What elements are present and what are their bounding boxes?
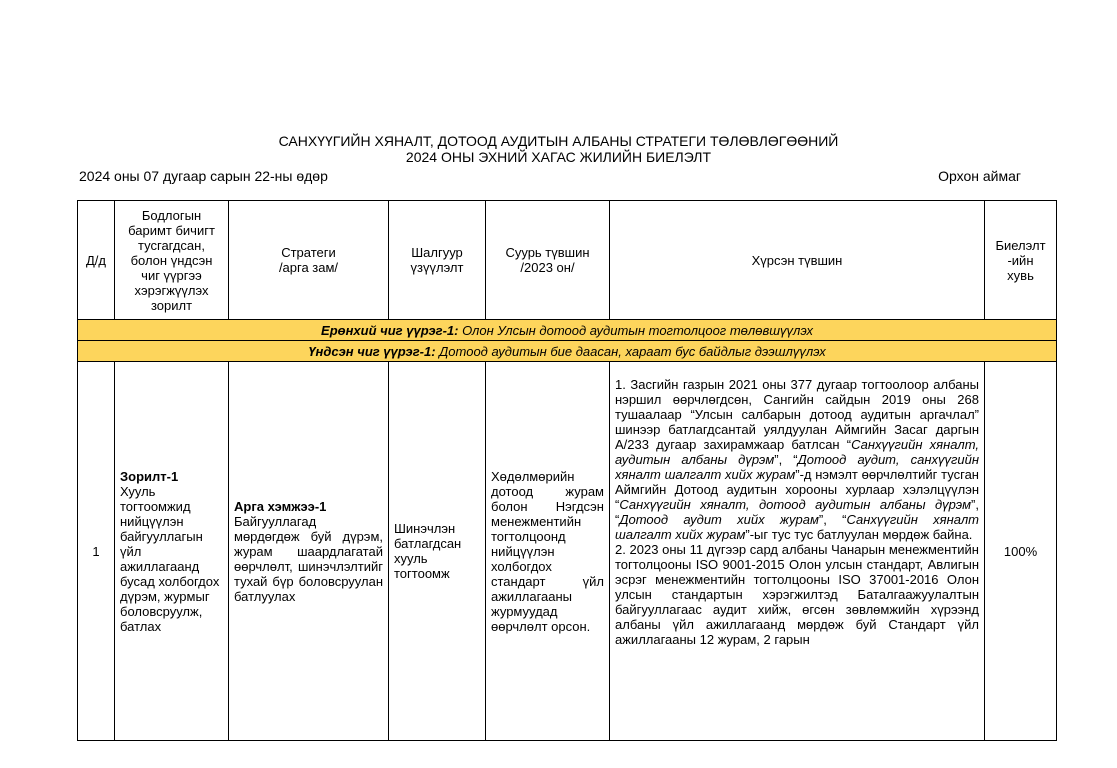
percent-cell: 100% xyxy=(985,362,1057,741)
achieved-p1-italic-1: Санхүүгийн хяналт, аудитын албаны дүрэм xyxy=(615,437,979,467)
strategy-text: Байгууллагад мөрдөгдөж буй дүрэм, журам шаардлагатай өөрчлөлт, шинэчлэлтийг тухай бүр боловсруулан батлуулах xyxy=(234,513,383,604)
strategy-title: Арга хэмжээ-1 xyxy=(234,498,327,514)
achieved-p1-text-b: ”, “ xyxy=(774,452,798,467)
header-baseline xyxy=(486,201,610,320)
main-function-label: Үндсэн чиг үүрэг-1: xyxy=(308,343,436,359)
main-function-text: Дотоод аудитын бие даасан, хараат бус байдлыг дээшлүүлэх xyxy=(435,343,826,359)
achieved-p1-text-d: ”, “ xyxy=(615,497,979,527)
header-percent-line1: Биелэлт xyxy=(995,237,1046,253)
general-function-label: Ерөнхий чиг үүрэг-1: xyxy=(321,322,459,338)
row-number: 1 xyxy=(78,362,115,741)
indicator-cell: Шинэчлэн батлагдсан хууль тогтоомж xyxy=(389,362,486,741)
achieved-text xyxy=(615,377,979,738)
main-function-band xyxy=(78,341,1057,362)
header-indicator-line2: үзүүлэлт xyxy=(410,260,464,275)
general-function-row xyxy=(78,320,1057,341)
achieved-p1-italic-5: Санхүүгийн хяналт шалгалт хийх журам xyxy=(615,512,979,542)
achieved-p1-text-e: ”, “ xyxy=(818,512,847,527)
achieved-p1-text-c: ”-д нэмэлт өөрчлөлтийг тусган Аймгийн Дотоод аудитын хорооны хурлаар хэлэлцүүлэн “ xyxy=(615,467,979,512)
strategy-plan-table xyxy=(77,200,1057,741)
achieved-p1-italic-4: Дотоод аудит хийх журам xyxy=(619,512,819,527)
header-baseline-line2: /2023 он/ xyxy=(520,260,575,275)
header-baseline-line1: Суурь түвшин xyxy=(505,245,590,260)
header-percent-line3: хувь xyxy=(1007,267,1034,283)
title-line-2: 2024 ОНЫ ЭХНИЙ ХАГАС ЖИЛИЙН БИЕЛЭЛТ xyxy=(405,149,712,165)
achieved-paragraph-1 xyxy=(615,377,979,542)
header-row xyxy=(78,201,1057,320)
header-strategy xyxy=(229,201,389,320)
header-goal: Бодлогын баримт бичигт тусгагдсан, болон үндсэн чиг үүргээ хэрэгжүүлэх зорилт xyxy=(115,201,229,320)
baseline-cell: Хөдөлмөрийн дотоод журам болон Нэгдсэн менежментийн тогтолцоонд нийцүүлэн холбогдох стандарт үйл ажиллагааны журмуудад өөрчлөлт орсон. xyxy=(486,362,610,741)
achieved-paragraph-2: 2. 2023 оны 11 дүгээр сард албаны Чанарын менежментийн тогтолцооны ISO 9001-2015 Олон улсын стандарт, Авлигын эсрэг менежментийн тогтолцооны ISO 37001-2016 Олон улсын стандартын хэрэгжилтэд Баталгаажуулалтын байгууллагаас аудит хийж, өгсөн зөвлөмжийн хүрээнд албаны үйл ажиллагаанд мөрдөж буй Стандарт үйл ажиллагааны 12 журам, 2 гарын xyxy=(615,542,979,647)
goal-cell xyxy=(115,362,229,741)
header-percent-line2: -ийн xyxy=(1007,252,1034,268)
table-row xyxy=(78,362,1057,741)
achieved-p1-text-a: 1. Засгийн газрын 2021 оны 377 дугаар тогтоолоор албаны нэршил өөрчлөгдсөн, Сангийн сайдын 2019 оны 268 тушаалаар “Улсын салбарын дотоод аудитын аргачлал” шинээр батлагдсантай уялдуулан Аймгийн Засаг даргын А/233 дугаар захирамжаар батлсан “ xyxy=(615,377,979,452)
document-title xyxy=(0,133,1117,165)
goal-title: Зорилт-1 xyxy=(120,468,179,484)
general-function-band xyxy=(78,320,1057,341)
header-indicator-line1: Шалгуур xyxy=(411,245,463,260)
main-function-row xyxy=(78,341,1057,362)
header-strategy-line1: Стратеги xyxy=(281,245,336,260)
document-date: 2024 оны 07 дугаар сарын 22-ны өдөр xyxy=(79,168,328,184)
header-strategy-line2: /арга зам/ xyxy=(278,260,339,275)
achieved-cell xyxy=(610,362,985,741)
header-percent xyxy=(985,201,1057,320)
document-location: Орхон аймаг xyxy=(938,168,1021,184)
strategy-cell xyxy=(229,362,389,741)
achieved-p1-italic-2: Дотоод аудит, санхүүгийн хяналт шалгалт хийх журам xyxy=(615,452,979,482)
header-achieved: Хүрсэн түвшин xyxy=(610,201,985,320)
header-indicator xyxy=(389,201,486,320)
achieved-p1-text-f: ”-ыг тус тус батлуулан мөрдөж байна. xyxy=(745,527,973,542)
general-function-text: Олон Улсын дотоод аудитын тогтолцоог төлөвшүүлэх xyxy=(458,322,813,338)
goal-text: Хууль тогтоомжид нийцүүлэн байгууллагын үйл ажиллагаанд бусад холбогдох дүрэм, журмыг боловсруулж, батлах xyxy=(120,483,220,634)
title-line-1: САНХҮҮГИЙН ХЯНАЛТ, ДОТООД АУДИТЫН АЛБАНЫ СТРАТЕГИ ТӨЛӨВЛӨГӨӨНИЙ xyxy=(278,133,839,149)
achieved-p1-italic-3: Санхүүгийн хяналт, дотоод аудитын албаны дүрэм xyxy=(619,497,972,512)
header-num: Д/д xyxy=(78,201,115,320)
